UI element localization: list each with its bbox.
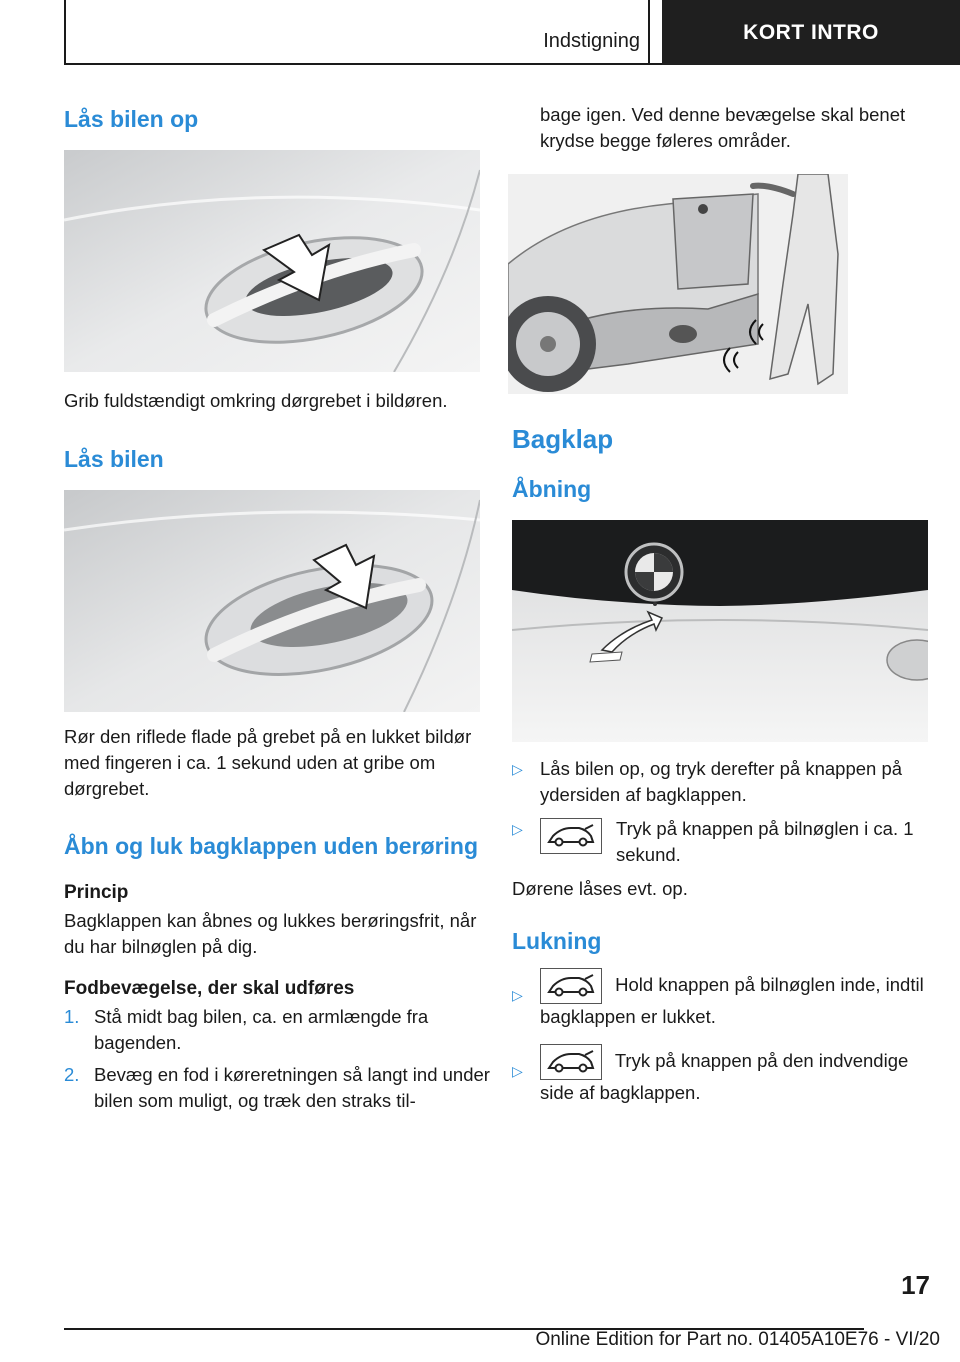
step2-continuation: bage igen. Ved denne bevægelse skal benet krydse begge føleres områder. (540, 104, 906, 151)
list-item (64, 1062, 492, 1114)
header-rule (64, 63, 662, 65)
step-number: 1. (64, 1006, 80, 1027)
car-tailgate-key-icon (540, 1044, 602, 1080)
list-item (512, 968, 928, 1030)
list-item (512, 1044, 928, 1106)
bullet-triangle-icon: ▷ (512, 821, 523, 837)
closing-title: Lukning (512, 928, 602, 954)
footer-edition: Online Edition for Part no. 01405A10E76 - VI/20 (535, 1329, 940, 1350)
closing-bullet-text: Hold knappen på bilnøglen inde, indtil bagklappen er lukket. (540, 973, 924, 1027)
opening-list (512, 756, 928, 868)
opening-bullet-text: Lås bilen op, og tryk derefter på knappen på ydersiden af bagklappen. (540, 758, 903, 805)
list-item (512, 816, 928, 868)
header-separator (648, 0, 650, 65)
closing-list (512, 968, 928, 1106)
motion-title: Fodbevægelse, der skal udføres (64, 978, 355, 999)
header-left-rule (64, 0, 66, 65)
key-row (540, 816, 928, 868)
principle-text: Bagklappen kan åbnes og lukkes berøringsfrit, når du har bilnøglen på dig. (64, 910, 477, 957)
foot-motion-image (508, 174, 848, 394)
bullet-triangle-icon: ▷ (512, 1063, 523, 1079)
opening-bullet-text: Tryk på knappen på bilnøglen i ca. 1 sekund. (616, 818, 914, 865)
unlock-instruction: Grib fuldstændigt omkring dørgrebet i bildøren. (64, 390, 448, 411)
left-column (64, 100, 492, 1120)
step-text: Bevæg en fod i køreretningen så langt ind under bilen som muligt, og træk den straks til- (94, 1064, 490, 1111)
principle-title: Princip (64, 882, 129, 903)
car-tailgate-key-icon (540, 818, 602, 854)
tailgate-button-image (512, 520, 928, 742)
tailgate-title: Bagklap (512, 424, 614, 454)
closing-bullet-text: Tryk på knappen på den indvendige side af bagklappen. (540, 1049, 909, 1103)
bullet-triangle-icon: ▷ (512, 761, 523, 777)
step-text: Stå midt bag bilen, ca. en armlængde fra bagenden. (94, 1006, 429, 1053)
list-item (512, 756, 928, 808)
car-tailgate-key-icon (540, 968, 602, 1004)
motion-steps (64, 1004, 492, 1114)
header-chapter-tab[interactable]: KORT INTRO (662, 0, 960, 65)
opening-title: Åbning (512, 476, 592, 502)
bullet-triangle-icon: ▷ (512, 987, 523, 1003)
door-handle-lock-image (64, 490, 480, 712)
doors-note: Dørene låses evt. op. (512, 878, 688, 899)
lock-instruction: Rør den riflede flade på grebet på en lukket bildør med fingeren i ca. 1 sekund uden at gribe om dørgrebet. (64, 726, 472, 799)
header-section-label: Indstigning (543, 30, 640, 52)
list-item (64, 1004, 492, 1056)
right-column (512, 100, 928, 1114)
door-handle-unlock-image (64, 150, 480, 372)
unlock-title: Lås bilen op (64, 106, 199, 132)
contactless-title: Åbn og luk bagklappen uden berøring (64, 833, 479, 859)
lock-title: Lås bilen (64, 446, 164, 472)
page-number: 17 (901, 1270, 930, 1300)
step-number: 2. (64, 1064, 80, 1085)
